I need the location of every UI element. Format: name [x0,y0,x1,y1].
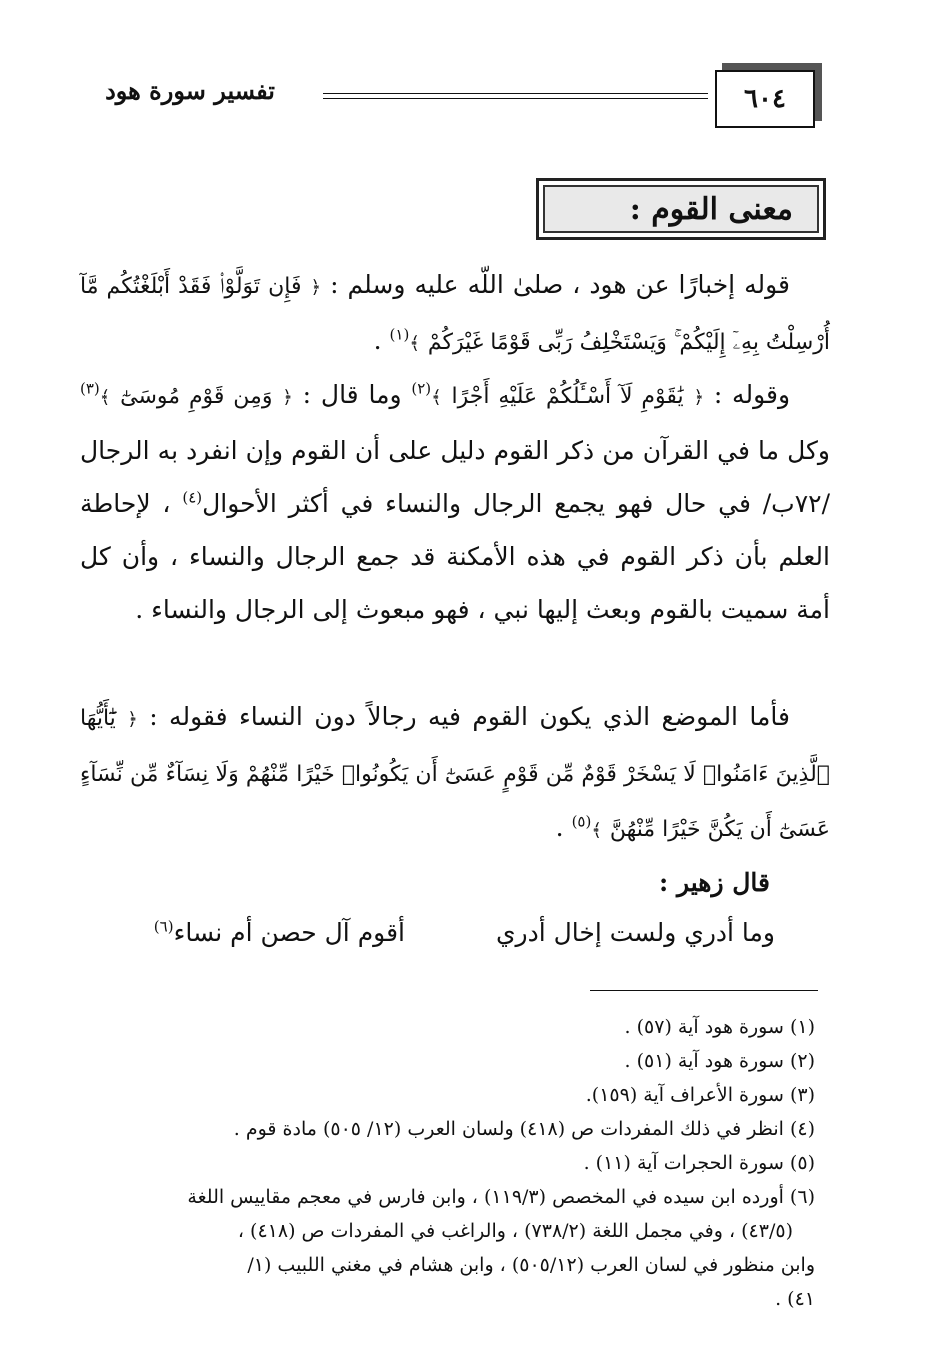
p2-mid: وما قال : [292,380,402,409]
footnote-6: (٦) أورده ابن سيده في المخصص (١١٩/٣) ، وابن فارس في معجم مقاييس اللغة [187,1186,815,1208]
footnote-ref-6: (٦) [153,917,174,936]
footnote-6-line-3: وابن منظور في لسان العرب (٥٠٥/١٢) ، وابن هشام في مغني اللبيب (١/ [247,1254,815,1276]
p3-intro: فأما الموضع الذي يكون القوم فيه رجالاً دون النساء فقوله : [137,702,791,731]
quran-open-ornament: ﴿ [127,709,138,730]
p2-text-2: ، لإحاطة العلم بأن ذكر القوم في هذه الأمكنة قد جمع الرجال والنساء ، وأن كل أمة سميت بالقوم وبعث إليها نبي ، فهو مبعوث إلى الرجال والنساء . [80,489,830,624]
running-title: تفسير سورة هود [105,76,275,105]
p2-intro: وقوله : [704,380,791,409]
paragraph-1 [80,258,830,370]
header-rule [323,93,708,99]
quran-close-ornament: ﴾ [431,387,442,408]
quran-open-ornament: ﴿ [310,277,322,298]
quran-close-ornament: ﴾ [591,820,602,841]
footnote-2: (٢) سورة هود آية (٥١) . [624,1050,815,1072]
footnote-ref-5: (٥) [571,812,592,831]
p2-quote-1: يَٰقَوْمِ لَآ أَسْـَٔلُكُمْ عَلَيْهِ أَجْرًا [451,384,684,409]
section-heading [536,178,826,240]
p2-quote-2: وَمِن قَوْمِ مُوسَىٰٓ [120,384,273,409]
verse-hemistich-2-text: أقوم آل حصن أم نساء [173,918,405,947]
quran-open-ornament: ﴿ [693,387,704,408]
footnote-1: (١) سورة هود آية (٥٧) . [624,1016,815,1038]
p3-quote: يَٰٓأَيُّهَا ٱلَّذِينَ ءَامَنُوا۟ لَا يَسْخَرْ قَوْمٌ مِّن قَوْمٍ عَسَىٰٓ أَن يَكُونُوا۟ خَيْرًا مِّنْهُمْ وَلَا نِسَآءٌ مِّن نِّسَآءٍ عَسَىٰٓ أَن يَكُنَّ خَيْرًا مِّنْهُنَّ [80,706,830,842]
paragraph-3 [80,690,830,857]
footnote-ref-1: (١) [389,325,410,344]
quran-close-ornament: ﴾ [99,387,111,408]
paragraph-2 [80,368,830,636]
page-number: ٦٠٤ [715,70,815,128]
footnote-ref-2: (٢) [411,379,432,398]
verse-hemistich-2 [115,918,405,947]
footnote-6-line-4: ٤١) . [775,1288,815,1310]
footnote-3: (٣) سورة الأعراف آية (١٥٩). [585,1084,815,1106]
footnote-6-line-2: (٤٣/٥) ، وفي مجمل اللغة (٧٣٨/٢) ، والراغب في المفردات ص (٤١٨) ، [237,1220,793,1242]
p1-intro: قوله إخبارًا عن هود ، صلىٰ اللّه عليه وسلم : [321,270,791,299]
quran-open-ornament: ﴿ [282,387,293,408]
verse-hemistich-1: وما أدري ولست إخال أدري [495,918,775,947]
p1-end: . [373,326,382,355]
quran-close-ornament: ﴾ [409,333,420,354]
footnote-5: (٥) سورة الحجرات آية (١١) . [583,1152,815,1174]
footnote-ref-3: (٣) [80,379,100,398]
footnote-4: (٤) انظر في ذلك المفردات ص (٤١٨) ولسان العرب (١٢/ ٥٠٥) مادة قوم . [233,1118,815,1140]
footnotes [70,1010,815,1316]
p3-end: . [555,813,564,842]
section-heading-text: معنى القوم : [629,191,793,227]
p1-quote: فَإِن تَوَلَّوْا۟ فَقَدْ أَبْلَغْتُكُم مَّآ أُرْسِلْتُ بِهِۦٓ إِلَيْكُمْ ۚ وَيَسْتَخْلِفُ رَبِّى قَوْمًا غَيْرَكُمْ [80,274,830,355]
p2-text-1: وكل ما في القرآن من ذكر القوم دليل على أن القوم وإن انفرد به الرجال /٧٢ب/ في حال فهو يجمع الرجال والنساء في أكثر الأحوال [80,436,830,518]
footnote-separator [590,990,818,991]
poet-label: قال زهير : [659,868,770,897]
footnote-ref-4: (٤) [182,488,203,507]
